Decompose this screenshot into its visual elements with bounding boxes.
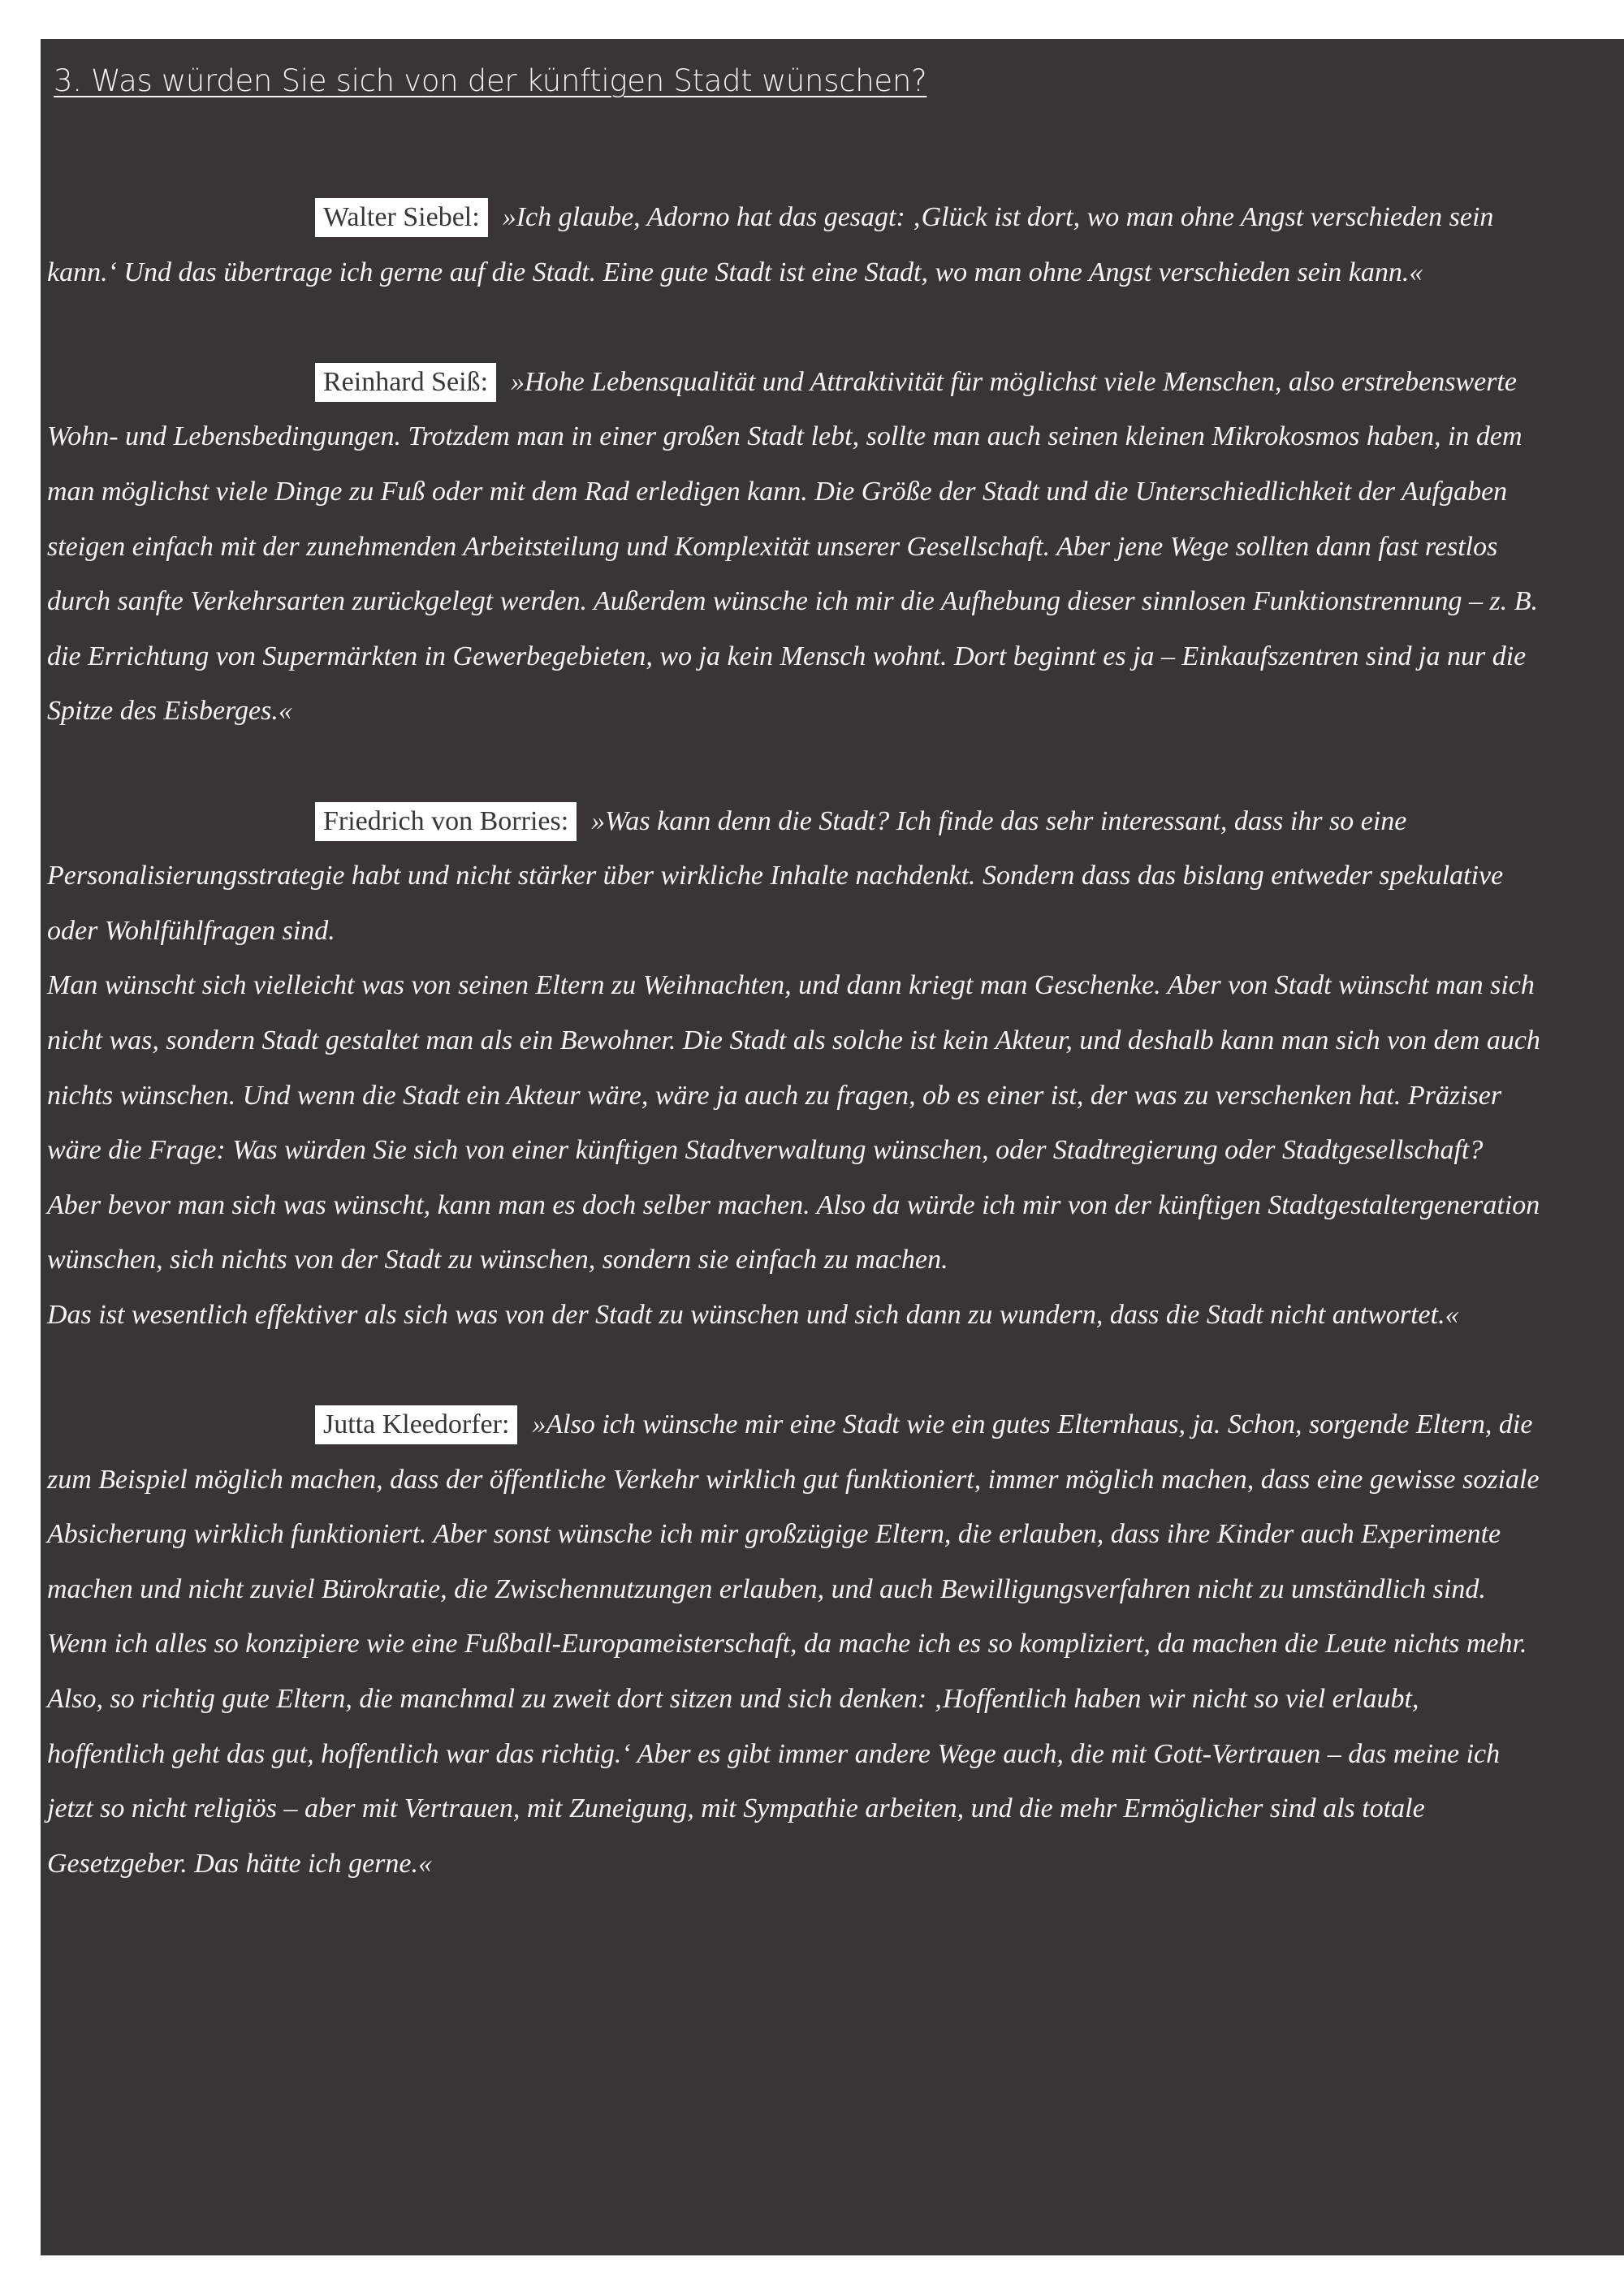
answer-text: »Was kann denn die Stadt? Ich finde das sehr interessant, dass ihr so eine Personalisierungsstrategie habt und nicht stärker über wirkliche Inhalte nachdenkt. Sondern dass das bislang entweder spekulative oder Wohlfühlfragen sind. [47, 805, 1504, 946]
answer-text: »Also ich wünsche mir eine Stadt wie ein gutes Elternhaus, ja. Schon, sorgende Eltern, die zum Beispiel möglich machen, dass der öffentliche Verkehr wirklich gut funktioniert, immer möglich machen, dass eine gewisse soziale Absicherung wirklich funktioniert. Aber sonst wünsche ich mir großzügige Eltern, die erlauben, dass ihre Kinder auch Experimente machen und nicht zuviel Bürokratie, die Zwischennutzungen erlauben, und auch Bewilligungsverfahren nicht zu umständlich sind. Wenn ich alles so konzipiere wie eine Fußball-Europameisterschaft, da mache ich es so kompliziert, da machen die Leute nichts mehr. Also, so richtig gute Eltern, die manchmal zu zweit dort sitzen und sich denken: ‚Hoffentlich haben wir nicht so viel erlaubt, hoffentlich geht das gut, hoffentlich war das richtig.‘ Aber es gibt immer andere Wege auch, die mit Gott-Vertrauen – das meine ich jetzt so nicht religiös – aber mit Vertrauen, mit Zuneigung, mit Sympathie arbeiten, und die mehr Ermöglicher sind als totale Gesetzgeber. Das hätte ich gerne.« [47, 1409, 1540, 1879]
answer-jutta-kleedorfer [47, 1397, 1541, 1891]
answer-text: »Hohe Lebensqualität und Attraktivität für möglichst viele Menschen, also erstrebenswerte Wohn- und Lebensbedingungen. Trotzdem man in einer großen Stadt lebt, sollte man auch seinen kleinen Mikrokosmos haben, in dem man möglichst viele Dinge zu Fuß oder mit dem Rad erledigen kann. Die Größe der Stadt und die Unterschiedlichkeit der Aufgaben steigen einfach mit der zunehmenden Arbeitsteilung und Komplexität unserer Gesellschaft. Aber jene Wege sollten dann fast restlos durch sanfte Verkehrsarten zurückgelegt werden. Außerdem wünsche ich mir die Aufhebung dieser sinnlosen Funktionstrennung – z. B. die Errichtung von Supermärkten in Gewerbegebieten, wo ja kein Mensch wohnt. Dort beginnt es ja – Einkaufszentren sind ja nur die Spitze des Eisberges.« [47, 366, 1539, 727]
answer-paragraph: Das ist wesentlich effektiver als sich was von der Stadt zu wünschen und sich dann zu wundern, dass die Stadt nicht antwortet.« [47, 1299, 1459, 1330]
answer-text: »Ich glaube, Adorno hat das gesagt: ‚Glück ist dort, wo man ohne Angst verschieden sein kann.‘ Und das übertrage ich gerne auf die Stadt. Eine gute Stadt ist eine Stadt, wo man ohne Angst verschieden sein kann.« [47, 202, 1494, 287]
speaker-label: Walter Siebel: [315, 198, 488, 237]
answer-walter-siebel [47, 190, 1541, 300]
answer-paragraph: Aber bevor man sich was wünscht, kann man es doch selber machen. Also da würde ich mir von der künftigen Stadtgestaltergeneration wünschen, sich nichts von der Stadt zu wünschen, sondern sie einfach zu machen. [47, 1189, 1540, 1275]
answer-friedrich-von-borries [47, 794, 1541, 1343]
question-heading: 3. Was würden Sie sich von der künftigen Stadt wünschen? [54, 63, 927, 98]
speaker-label: Jutta Kleedorfer: [315, 1405, 517, 1444]
speaker-label: Friedrich von Borries: [315, 802, 577, 841]
answer-paragraph: Man wünscht sich vielleicht was von seinen Eltern zu Weihnachten, und dann kriegt man Geschenke. Aber von Stadt wünscht man sich nicht was, sondern Stadt gestaltet man als ein Bewohner. Die Stadt als solche ist kein Akteur, und deshalb kann man sich von dem auch nichts wünschen. Und wenn die Stadt ein Akteur wäre, wäre ja auch zu fragen, ob es einer ist, der was zu verschenken hat. Präziser wäre die Frage: Was würden Sie sich von einer künftigen Stadtverwaltung wünschen, oder Stadtregierung oder Stadtgesellschaft? [47, 970, 1540, 1166]
answers-list [47, 190, 1541, 1946]
speaker-label: Reinhard Seiß: [315, 363, 496, 402]
answer-reinhard-seiss [47, 355, 1541, 739]
